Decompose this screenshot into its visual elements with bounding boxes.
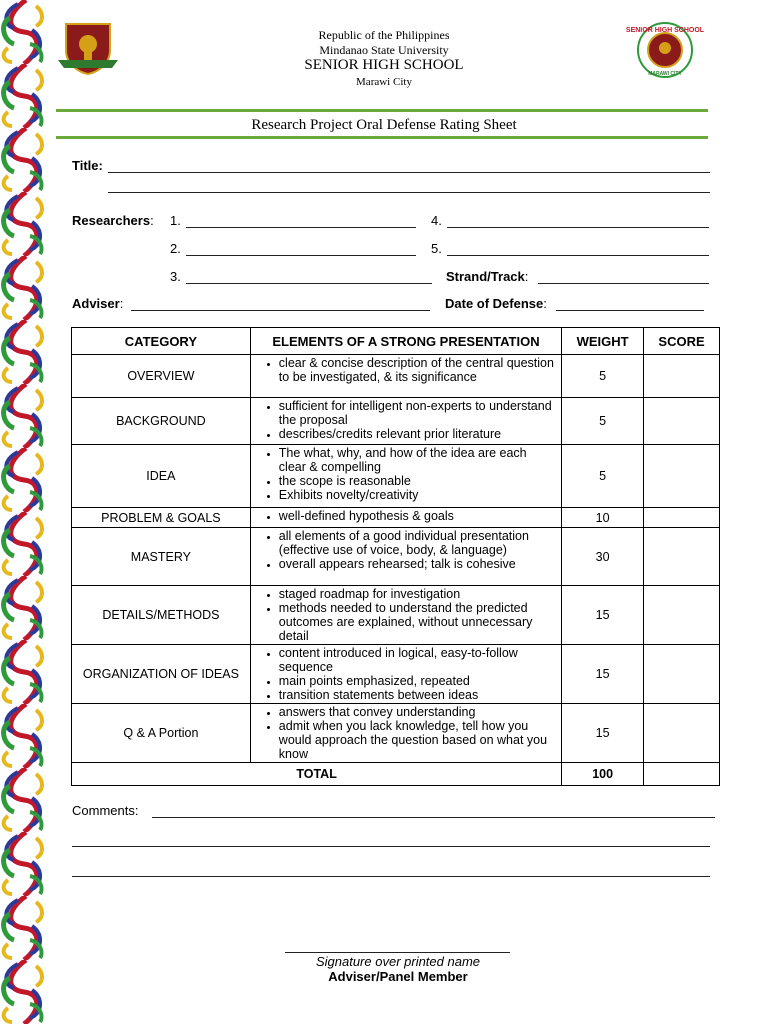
comments-label: Comments: bbox=[72, 803, 139, 818]
elements-cell bbox=[250, 586, 561, 645]
strand-field[interactable] bbox=[538, 283, 709, 284]
score-cell[interactable] bbox=[644, 586, 720, 645]
table-row bbox=[72, 586, 720, 645]
divider-top bbox=[56, 109, 708, 112]
researcher-4-field[interactable] bbox=[447, 227, 709, 228]
weight-cell: 10 bbox=[562, 508, 644, 528]
researcher-num-2: 2. bbox=[170, 241, 181, 256]
elements-cell bbox=[250, 528, 561, 586]
signature-label: Signature over printed name bbox=[315, 954, 481, 969]
element-item: • the scope is reasonable bbox=[279, 474, 557, 488]
researcher-2-field[interactable] bbox=[186, 255, 416, 256]
table-row bbox=[72, 355, 720, 398]
element-item: • answers that convey understanding bbox=[279, 705, 557, 719]
strand-label-text: Strand/Track bbox=[446, 269, 525, 284]
element-item: • well-defined hypothesis & goals bbox=[279, 509, 557, 523]
researchers-label bbox=[72, 213, 154, 228]
rating-table bbox=[71, 327, 720, 786]
table-row bbox=[72, 704, 720, 763]
element-item: • methods needed to understand the predicted outcomes are explained, without unnecessary detail bbox=[279, 601, 557, 643]
date-label-text: Date of Defense bbox=[445, 296, 544, 311]
date-label bbox=[445, 296, 547, 311]
element-item: • all elements of a good individual presentation (effective use of voice, body, & language) bbox=[279, 529, 557, 557]
comments-field-3[interactable] bbox=[72, 876, 710, 877]
category-cell: DETAILS/METHODS bbox=[72, 586, 251, 645]
researcher-num-4: 4. bbox=[431, 213, 442, 228]
researcher-num-5: 5. bbox=[431, 241, 442, 256]
adviser-label bbox=[72, 296, 123, 311]
researchers-label-text: Researchers bbox=[72, 213, 151, 228]
table-row bbox=[72, 398, 720, 445]
adviser-field[interactable] bbox=[131, 310, 430, 311]
header-weight: WEIGHT bbox=[562, 328, 644, 355]
elements-cell bbox=[250, 645, 561, 704]
title-field-2[interactable] bbox=[108, 192, 710, 193]
score-cell[interactable] bbox=[644, 645, 720, 704]
elements-cell bbox=[250, 355, 561, 398]
elements-cell bbox=[250, 704, 561, 763]
weight-cell: 5 bbox=[562, 355, 644, 398]
date-colon: : bbox=[543, 296, 547, 311]
score-cell[interactable] bbox=[644, 398, 720, 445]
strand-label bbox=[446, 269, 528, 284]
element-item: • sufficient for intelligent non-experts to understand the proposal bbox=[279, 399, 557, 427]
comments-field-1[interactable] bbox=[152, 817, 715, 818]
category-cell: OVERVIEW bbox=[72, 355, 251, 398]
researcher-5-field[interactable] bbox=[447, 255, 709, 256]
comments-field-2[interactable] bbox=[72, 846, 710, 847]
weight-cell: 15 bbox=[562, 645, 644, 704]
category-cell: MASTERY bbox=[72, 528, 251, 586]
element-item: • content introduced in logical, easy-to-follow sequence bbox=[279, 646, 557, 674]
header-republic: Republic of the Philippines bbox=[318, 28, 450, 42]
strand-colon: : bbox=[524, 269, 529, 284]
weight-cell: 5 bbox=[562, 398, 644, 445]
score-cell[interactable] bbox=[644, 528, 720, 586]
elements-cell bbox=[250, 508, 561, 528]
header-elements: ELEMENTS OF A STRONG PRESENTATION bbox=[250, 328, 561, 355]
researcher-num-3: 3. bbox=[170, 269, 181, 284]
researcher-3-field[interactable] bbox=[186, 283, 432, 284]
table-row bbox=[72, 445, 720, 508]
element-item: • clear & concise description of the central question to be investigated, & its significance bbox=[279, 356, 557, 384]
category-cell: Q & A Portion bbox=[72, 704, 251, 763]
header-category: CATEGORY bbox=[72, 328, 251, 355]
score-cell[interactable] bbox=[644, 508, 720, 528]
weight-cell: 5 bbox=[562, 445, 644, 508]
seal-text: SENIOR HIGH SCHOOL bbox=[625, 27, 705, 34]
header-city: Marawi City bbox=[356, 76, 412, 88]
element-item: • Exhibits novelty/creativity bbox=[279, 488, 557, 502]
score-cell[interactable] bbox=[644, 704, 720, 763]
weight-cell: 30 bbox=[562, 528, 644, 586]
adviser-label-text: Adviser bbox=[72, 296, 120, 311]
decorative-border bbox=[0, 0, 46, 1024]
category-cell: IDEA bbox=[72, 445, 251, 508]
signature-line[interactable] bbox=[285, 952, 510, 953]
header-university: Mindanao State University bbox=[319, 43, 449, 57]
category-cell: BACKGROUND bbox=[72, 398, 251, 445]
element-item: • transition statements between ideas bbox=[279, 688, 557, 702]
weight-cell: 15 bbox=[562, 586, 644, 645]
score-cell[interactable] bbox=[644, 445, 720, 508]
element-item: • staged roadmap for investigation bbox=[279, 587, 557, 601]
table-row bbox=[72, 528, 720, 586]
researcher-num-1: 1. bbox=[170, 213, 181, 228]
seal-bottom-text: MARAWI CITY bbox=[648, 71, 682, 77]
title-field[interactable] bbox=[108, 172, 710, 173]
total-score-cell[interactable] bbox=[644, 763, 720, 786]
element-item: • describes/credits relevant prior literature bbox=[279, 427, 557, 441]
element-item: • The what, why, and how of the idea are each clear & compelling bbox=[279, 446, 557, 474]
date-field[interactable] bbox=[556, 310, 704, 311]
category-cell: PROBLEM & GOALS bbox=[72, 508, 251, 528]
element-item: • overall appears rehearsed; talk is cohesive bbox=[279, 557, 557, 571]
total-weight: 100 bbox=[562, 763, 644, 786]
score-cell[interactable] bbox=[644, 355, 720, 398]
element-item: • admit when you lack knowledge, tell how you would approach the question based on what you know bbox=[279, 719, 557, 761]
elements-cell bbox=[250, 445, 561, 508]
category-cell: ORGANIZATION OF IDEAS bbox=[72, 645, 251, 704]
table-row bbox=[72, 645, 720, 704]
table-header-row bbox=[72, 328, 720, 355]
adviser-colon: : bbox=[119, 296, 124, 311]
weight-cell: 15 bbox=[562, 704, 644, 763]
header-school: SENIOR HIGH SCHOOL bbox=[304, 57, 464, 73]
elements-cell bbox=[250, 398, 561, 445]
total-row bbox=[72, 763, 720, 786]
researchers-colon: : bbox=[150, 213, 154, 228]
total-label: TOTAL bbox=[72, 763, 562, 786]
role-label: Adviser/Panel Member bbox=[328, 969, 468, 984]
title-label: Title: bbox=[72, 158, 103, 173]
header-score: SCORE bbox=[644, 328, 720, 355]
table-row bbox=[72, 508, 720, 528]
divider-bottom bbox=[56, 136, 708, 139]
researcher-1-field[interactable] bbox=[186, 227, 416, 228]
element-item: • main points emphasized, repeated bbox=[279, 674, 557, 688]
page-title: Research Project Oral Defense Rating Sheet bbox=[251, 117, 517, 133]
